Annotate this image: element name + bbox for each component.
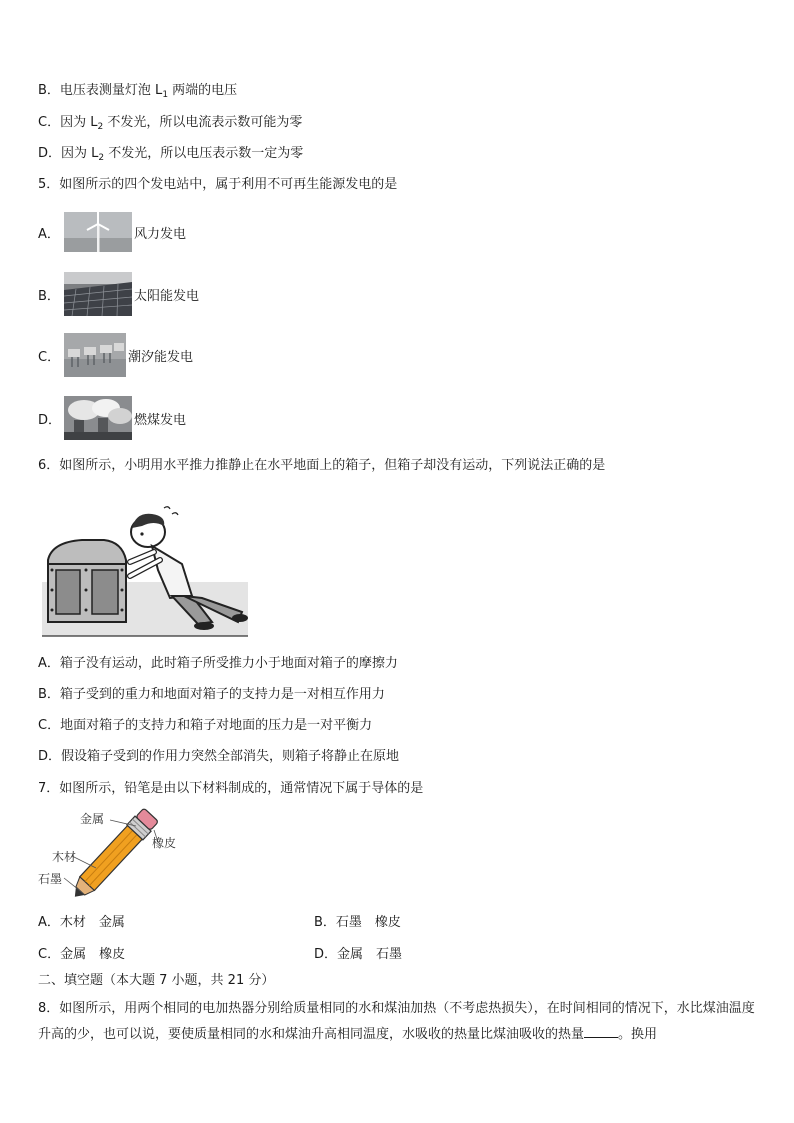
coal-plant-photo xyxy=(64,396,132,440)
q5-option-c[interactable]: C． 潮汐能发电 xyxy=(38,335,193,375)
push-box-figure xyxy=(42,500,248,640)
q4-option-d[interactable]: D．因为 $L_2$ 不发光，所以电压表示数一定为零 xyxy=(38,146,304,163)
q7-option-a[interactable]: A．木材 金属 xyxy=(38,915,125,930)
label-wood: 木材 xyxy=(52,850,77,864)
q5-option-d[interactable]: D． 燃煤发电 xyxy=(38,398,186,438)
boy-pushing-chest-illustration xyxy=(42,500,248,640)
q7-option-b[interactable]: B．石墨 橡皮 xyxy=(314,915,401,930)
tidal-plant-photo xyxy=(64,333,126,377)
q7-options-row-2 xyxy=(38,946,738,964)
label-rubber: 橡皮 xyxy=(152,836,177,850)
label-graphite: 石墨 xyxy=(38,872,63,886)
q5-option-a[interactable]: A． 风力发电 xyxy=(38,212,186,252)
q4-option-b[interactable]: B．电压表测量灯泡 $L_1$ 两端的电压 xyxy=(38,83,238,100)
q7-options-row-1 xyxy=(38,914,738,932)
label-metal: 金属 xyxy=(80,812,105,826)
q6-option-d[interactable]: D．假设箱子受到的作用力突然全部消失，则箱子将静止在原地 xyxy=(38,749,400,764)
q7-option-d[interactable]: D．金属 石墨 xyxy=(314,947,403,962)
q6-stem: 6．如图所示，小明用水平推力推静止在水平地面上的箱子，但箱子却没有运动，下列说法正确的是 xyxy=(38,458,606,473)
pencil-figure xyxy=(36,808,186,908)
q6-option-a[interactable]: A．箱子没有运动，此时箱子所受推力小于地面对箱子的摩擦力 xyxy=(38,656,398,671)
q5-option-b[interactable]: B． 太阳能发电 xyxy=(38,274,199,314)
q4-option-c[interactable]: C．因为 $L_2$ 不发光，所以电流表示数可能为零 xyxy=(38,115,303,132)
q6-option-c[interactable]: C．地面对箱子的支持力和箱子对地面的压力是一对平衡力 xyxy=(38,718,373,733)
q8-answer-blank[interactable] xyxy=(584,1025,618,1038)
q7-option-c[interactable]: C．金属 橡皮 xyxy=(38,947,126,962)
q6-option-b[interactable]: B．箱子受到的重力和地面对箱子的支持力是一对相互作用力 xyxy=(38,687,385,702)
q5-stem: 5．如图所示的四个发电站中，属于利用不可再生能源发电的是 xyxy=(38,177,398,192)
solar-panel-photo xyxy=(64,272,132,316)
section-title: 二、填空题（本大题 7 小题，共 21 分） xyxy=(38,973,275,988)
q7-stem: 7．如图所示，铅笔是由以下材料制成的，通常情况下属于导体的是 xyxy=(38,781,424,796)
q8-text: 8．如图所示，用两个相同的电加热器分别给质量相同的水和煤油加热（不考虑热损失），在时间相同的情况下，水比煤油温度升高的少，也可以说，要使质量相同的水和煤油升高相同温度，水吸收的热量比煤油吸收的热量 。换用 xyxy=(38,1001,755,1042)
wind-turbine-photo xyxy=(64,212,132,252)
